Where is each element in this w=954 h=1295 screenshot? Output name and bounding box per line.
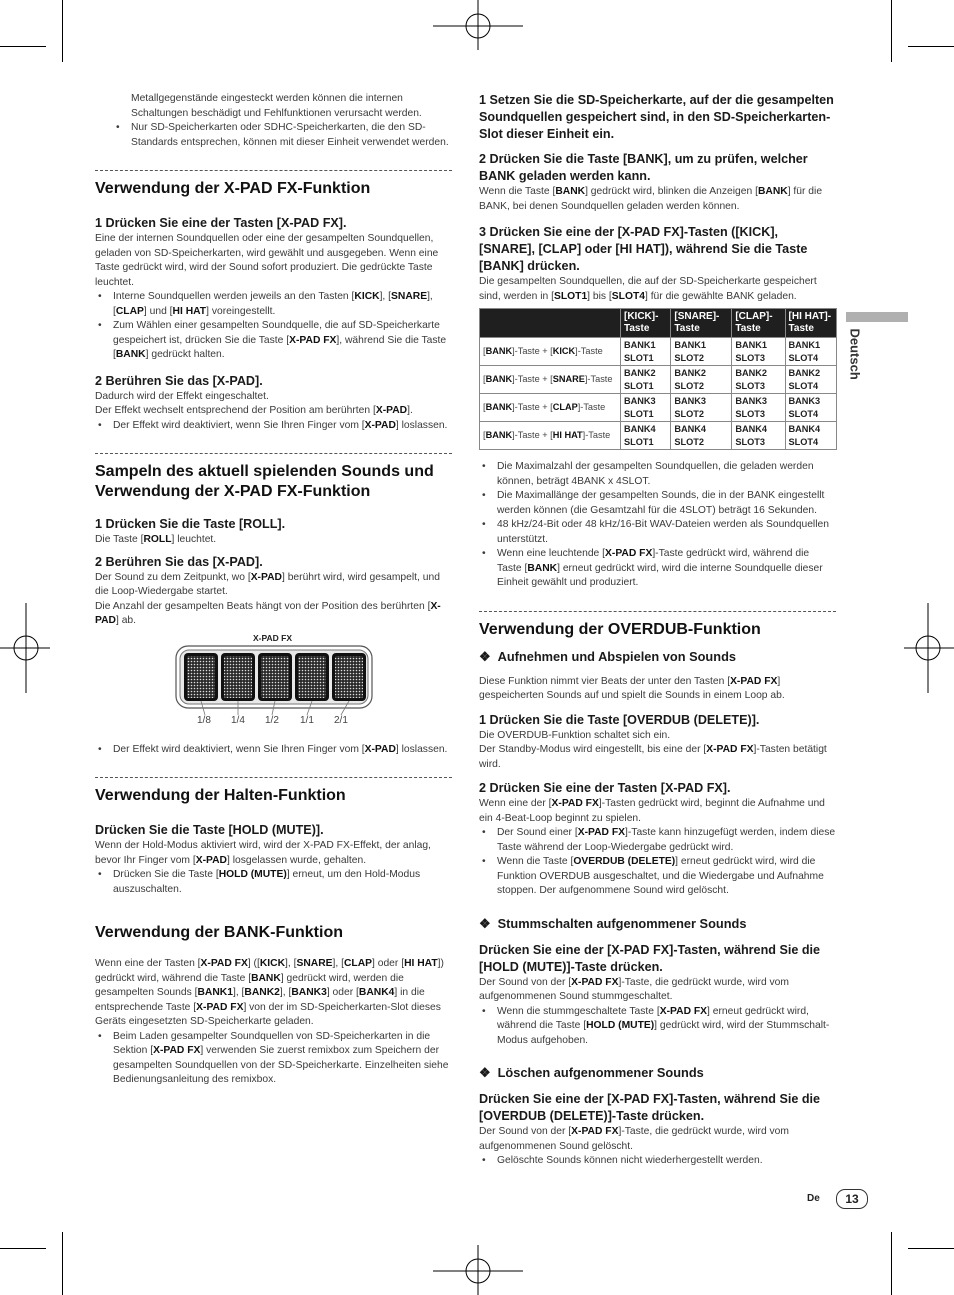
step-heading: 1 Drücken Sie die Taste [ROLL]. bbox=[95, 517, 286, 531]
registration-mark-bottom bbox=[433, 1245, 523, 1295]
section-text: Wenn eine der Tasten [X-PAD FX] ([KICK], [SNARE], [CLAP] oder [HI HAT]) gedrückt wird, während die Taste [BANK] gedrückt wird, werden die gesampelten Sounds [BANK1], [BANK2], [BANK3] oder [BANK4] in die entsprechende Taste [X-PAD FX] von der im SD-Speicherkarten-Slot dieses Geräts eingesetzten SD-Speicherkarte geladen. bbox=[95, 958, 444, 1027]
table-header: [KICK]-Taste bbox=[621, 309, 671, 338]
xpad-tick: 1/2 bbox=[265, 714, 279, 726]
bullet: • Gelöschte Sounds können nicht wiederhergestellt werden. bbox=[479, 1154, 836, 1169]
section-text: Diese Funktion nimmt vier Beats der unter den Tasten [X-PAD FX] gespeicherten Sounds auf und spielt die Sounds in einem Loop ab. bbox=[479, 675, 785, 701]
section-title-hold: Verwendung der Halten-Funktion bbox=[95, 787, 346, 804]
crop-mark bbox=[0, 1248, 46, 1249]
crop-mark bbox=[891, 1232, 892, 1295]
bullet: • Wenn die Taste [OVERDUB (DELETE)] erneut gedrückt wird, wird die Funktion OVERDUB ausgeschaltet, und die Wiedergabe und Aufnahme stoppen. Der aufgenommene Sound wird gelöscht. bbox=[479, 855, 836, 899]
table-cell-bank-slot: BANK2 SLOT3 bbox=[732, 366, 785, 394]
bullet: • Drücken Sie die Taste [HOLD (MUTE)] erneut, um den Hold-Modus auszuschalten. bbox=[95, 868, 452, 897]
step-heading: 1 Drücken Sie die Taste [OVERDUB (DELETE)]. bbox=[479, 712, 760, 727]
footer-language: De bbox=[807, 1193, 820, 1204]
table-header: [HI HAT]-Taste bbox=[785, 309, 836, 338]
bank-slot-table bbox=[479, 308, 837, 450]
diamond-bullet-icon: ❖ bbox=[479, 648, 498, 664]
xpad-tick: 1/8 bbox=[197, 714, 211, 726]
bullet: • Zum Wählen einer gesampelten Soundquelle, die auf SD-Speicherkarte gespeichert ist, drücken Sie die Taste [X-PAD FX], während Sie die Taste [BANK] gedrückt halten. bbox=[95, 319, 452, 363]
step-text: Der Sound von der [X-PAD FX]-Taste, die gedrückt wurde, wird vom aufgenommenen Sound gelöscht. bbox=[479, 1126, 789, 1152]
step-text: Eine der internen Soundquellen oder eine der gesampelten Soundquellen, geladen von SD-Speicherkarten, wird gewählt und ausgegeben. Wenn eine Taste gedrückt wird, wird der Sound sofort produziert. Die gedrückte Taste leuchtet. bbox=[95, 233, 439, 288]
bullet: • Die Maximallänge der gesampelten Sounds, die in der BANK eingestellt werden können (die Gesamtzahl für die 4SLOT) beträgt 16 Sekunden. bbox=[479, 489, 836, 518]
page-number: 13 bbox=[836, 1189, 868, 1209]
step-text: Dadurch wird der Effekt eingeschaltet. bbox=[95, 390, 269, 402]
table-row bbox=[480, 394, 837, 422]
step-text: Wenn die Taste [BANK] gedrückt wird, blinken die Anzeigen [BANK] für die BANK, bei denen Soundquellen geladen werden können. bbox=[479, 186, 823, 212]
table-cell-bank-slot: BANK2 SLOT2 bbox=[671, 366, 732, 394]
table-cell-bank-slot: BANK4 SLOT3 bbox=[732, 422, 785, 450]
step-heading: Drücken Sie eine der [X-PAD FX]-Tasten, während Sie die [HOLD (MUTE)]-Taste drücken. bbox=[479, 942, 821, 974]
section-title-xpad-fx: Verwendung der X-PAD FX-Funktion bbox=[95, 180, 371, 197]
table-cell-bank-slot: BANK1 SLOT3 bbox=[732, 338, 785, 366]
bullet: • Der Sound einer [X-PAD FX]-Taste kann hinzugefügt werden, indem diese Taste während der Loop-Wiedergabe gedrückt wird. bbox=[479, 826, 836, 855]
bullet: • Beim Laden gesampelter Soundquellen von SD-Speicherkarten in die Sektion [X-PAD FX] verwenden Sie zuerst remixbox zum Speichern der gesampelten Soundquellen von der SD-Speicherkarte. Einzelheiten siehe Bedienungsanleitung des remixbox. bbox=[95, 1030, 452, 1088]
table-row bbox=[480, 366, 837, 394]
step-text: Die Anzahl der gesampelten Beats hängt von der Position des berührten [X-PAD] ab. bbox=[95, 600, 441, 626]
step-heading: Drücken Sie eine der [X-PAD FX]-Tasten, während Sie die [OVERDUB (DELETE)]-Taste drücken. bbox=[479, 1092, 821, 1123]
xpad-tick: 2/1 bbox=[334, 714, 348, 726]
crop-mark bbox=[62, 1232, 63, 1295]
step-heading: 1 Drücken Sie eine der Tasten [X-PAD FX]. bbox=[95, 216, 347, 230]
subsection-title: ❖ Aufnehmen und Abspielen von Sounds bbox=[479, 648, 736, 664]
table-header: [CLAP]-Taste bbox=[732, 309, 785, 338]
xpad-illustration bbox=[175, 645, 375, 715]
table-cell-bank-slot: BANK3 SLOT4 bbox=[785, 394, 836, 422]
step-text: Die Taste [ROLL] leuchtet. bbox=[95, 534, 217, 545]
diamond-bullet-icon: ❖ bbox=[479, 1065, 498, 1080]
registration-mark-right bbox=[904, 603, 954, 693]
step-text: Die gesampelten Soundquellen, die auf der SD-Speicherkarte gespeichert sind, werden in [SLOT1] bis [SLOT4] für die gewählte BANK geladen. bbox=[479, 276, 817, 302]
subsection-title: ❖ Stummschalten aufgenommener Sounds bbox=[479, 915, 747, 931]
step-heading: 3 Drücken Sie eine der [X-PAD FX]-Tasten ([KICK], [SNARE], [CLAP] oder [HI HAT]), während Sie die Taste [BANK] drücken. bbox=[479, 225, 808, 273]
xpad-figure-label: X-PAD FX bbox=[253, 632, 293, 643]
step-text: Wenn eine der [X-PAD FX]-Tasten gedrückt wird, beginnt die Aufnahme und ein 4-Beat-Loop beginnt zu spielen. bbox=[479, 798, 825, 824]
step-text: Der Effekt wechselt entsprechend der Position am berührten [X-PAD]. bbox=[95, 405, 413, 416]
table-header: [SNARE]-Taste bbox=[671, 309, 732, 338]
table-cell-bank-slot: BANK3 SLOT1 bbox=[621, 394, 671, 422]
intro-paragraph: Metallgegenstände eingesteckt werden können die internen Schaltungen beschädigt und Fehlfunktionen verursacht werden. bbox=[131, 93, 422, 119]
table-cell-bank-slot: BANK3 SLOT3 bbox=[732, 394, 785, 422]
table-cell-bank-slot: BANK2 SLOT4 bbox=[785, 366, 836, 394]
language-tab bbox=[845, 328, 865, 393]
table-cell-bank-slot: BANK1 SLOT2 bbox=[671, 338, 732, 366]
xpad-tick: 1/1 bbox=[300, 714, 314, 726]
crop-mark bbox=[908, 1248, 954, 1249]
table-header-row bbox=[480, 309, 837, 338]
table-cell-bank-slot: BANK4 SLOT2 bbox=[671, 422, 732, 450]
step-heading: 2 Berühren Sie das [X-PAD]. bbox=[95, 373, 263, 388]
intro-bullet: • Nur SD-Speicherkarten oder SDHC-Speicherkarten, die den SD-Standards entsprechen, können mit dieser Einheit verwendet werden. bbox=[113, 121, 452, 150]
step-text: Wenn der Hold-Modus aktiviert wird, wird der X-PAD FX-Effekt, der anlag, bevor Ihr Finger vom [X-PAD] losgelassen wurde, gehalten. bbox=[95, 840, 431, 866]
step-text: Der Standby-Modus wird eingestellt, bis eine der [X-PAD FX]-Tasten betätigt wird. bbox=[479, 744, 827, 770]
table-cell-key-combo: [BANK]-Taste + [KICK]-Taste bbox=[480, 338, 621, 366]
table-row bbox=[480, 422, 837, 450]
table-cell-bank-slot: BANK2 SLOT1 bbox=[621, 366, 671, 394]
bullet: • Der Effekt wird deaktiviert, wenn Sie Ihren Finger vom [X-PAD] loslassen. bbox=[95, 419, 452, 434]
step-heading: 2 Berühren Sie das [X-PAD]. bbox=[95, 554, 263, 569]
table-cell-bank-slot: BANK4 SLOT4 bbox=[785, 422, 836, 450]
table-cell-bank-slot: BANK1 SLOT4 bbox=[785, 338, 836, 366]
xpad-figure bbox=[95, 631, 452, 743]
table-row bbox=[480, 338, 837, 366]
bullet: • Wenn die stummgeschaltete Taste [X-PAD FX] erneut gedrückt wird, während die Taste [HOLD (MUTE)] gedrückt wird, wird der Stummschalt-Modus aufgehoben. bbox=[479, 1005, 836, 1049]
bullet: • Der Effekt wird deaktiviert, wenn Sie Ihren Finger vom [X-PAD] loslassen. bbox=[95, 743, 452, 758]
xpad-pads bbox=[184, 653, 366, 701]
table-cell-bank-slot: BANK1 SLOT1 bbox=[621, 338, 671, 366]
table-cell-key-combo: [BANK]-Taste + [HI HAT]-Taste bbox=[480, 422, 621, 450]
step-text: Der Sound zu dem Zeitpunkt, wo [X-PAD] berührt wird, wird gesampelt, und die Loop-Wiedergabe startet. bbox=[95, 571, 440, 597]
crop-mark bbox=[62, 0, 63, 62]
section-title-overdub: Verwendung der OVERDUB-Funktion bbox=[479, 620, 761, 638]
language-tab-label: Deutsch bbox=[847, 328, 863, 380]
table-cell-bank-slot: BANK3 SLOT2 bbox=[671, 394, 732, 422]
right-column bbox=[479, 92, 836, 1169]
diamond-bullet-icon: ❖ bbox=[479, 915, 498, 931]
step-heading: Drücken Sie die Taste [HOLD (MUTE)]. bbox=[95, 823, 324, 837]
section-title-sampling: Sampeln des aktuell spielenden Sounds und Verwendung der X-PAD FX-Funktion bbox=[95, 463, 434, 500]
step-text: Die OVERDUB-Funktion schaltet sich ein. bbox=[479, 729, 671, 741]
registration-mark-top bbox=[433, 0, 523, 50]
xpad-tick: 1/4 bbox=[231, 714, 245, 726]
table-cell-key-combo: [BANK]-Taste + [CLAP]-Taste bbox=[480, 394, 621, 422]
step-text: Der Sound von der [X-PAD FX]-Taste, die gedrückt wurde, wird vom aufgenommenen Sound stummgeschaltet. bbox=[479, 976, 789, 1002]
language-tab-bar bbox=[846, 312, 908, 322]
table-header bbox=[480, 309, 621, 338]
table-cell-key-combo: [BANK]-Taste + [SNARE]-Taste bbox=[480, 366, 621, 394]
crop-mark bbox=[0, 46, 46, 47]
bullet: • 48 kHz/24-Bit oder 48 kHz/16-Bit WAV-Dateien werden als Soundquellen unterstützt. bbox=[479, 518, 836, 547]
left-column bbox=[95, 92, 452, 1088]
step-heading: 2 Drücken Sie eine der Tasten [X-PAD FX]. bbox=[479, 781, 731, 795]
step-heading: 1 Setzen Sie die SD-Speicherkarte, auf der die gesampelten Soundquellen gespeichert sind, in den SD-Speicherkarten-Slot dieser Einheit ein. bbox=[479, 93, 834, 141]
table-cell-bank-slot: BANK4 SLOT1 bbox=[621, 422, 671, 450]
registration-mark-left bbox=[0, 603, 50, 693]
step-heading: 2 Drücken Sie die Taste [BANK], um zu prüfen, welcher BANK geladen werden kann. bbox=[479, 152, 808, 183]
crop-mark bbox=[908, 46, 954, 47]
crop-mark bbox=[891, 0, 892, 62]
section-title-bank: Verwendung der BANK-Funktion bbox=[95, 924, 343, 941]
subsection-title: ❖ Löschen aufgenommener Sounds bbox=[479, 1065, 704, 1080]
bullet: • Interne Soundquellen werden jeweils an den Tasten [KICK], [SNARE], [CLAP] und [HI HAT] voreingestellt. bbox=[95, 290, 452, 319]
bullet: • Wenn eine leuchtende [X-PAD FX]-Taste gedrückt wird, während die Taste [BANK] erneut gedrückt wird, wird die interne Soundquelle dieser Einheit gewählt und produziert. bbox=[479, 547, 836, 591]
bullet: • Die Maximalzahl der gesampelten Soundquellen, die geladen werden können, beträgt 4BANK x 4SLOT. bbox=[479, 460, 836, 489]
